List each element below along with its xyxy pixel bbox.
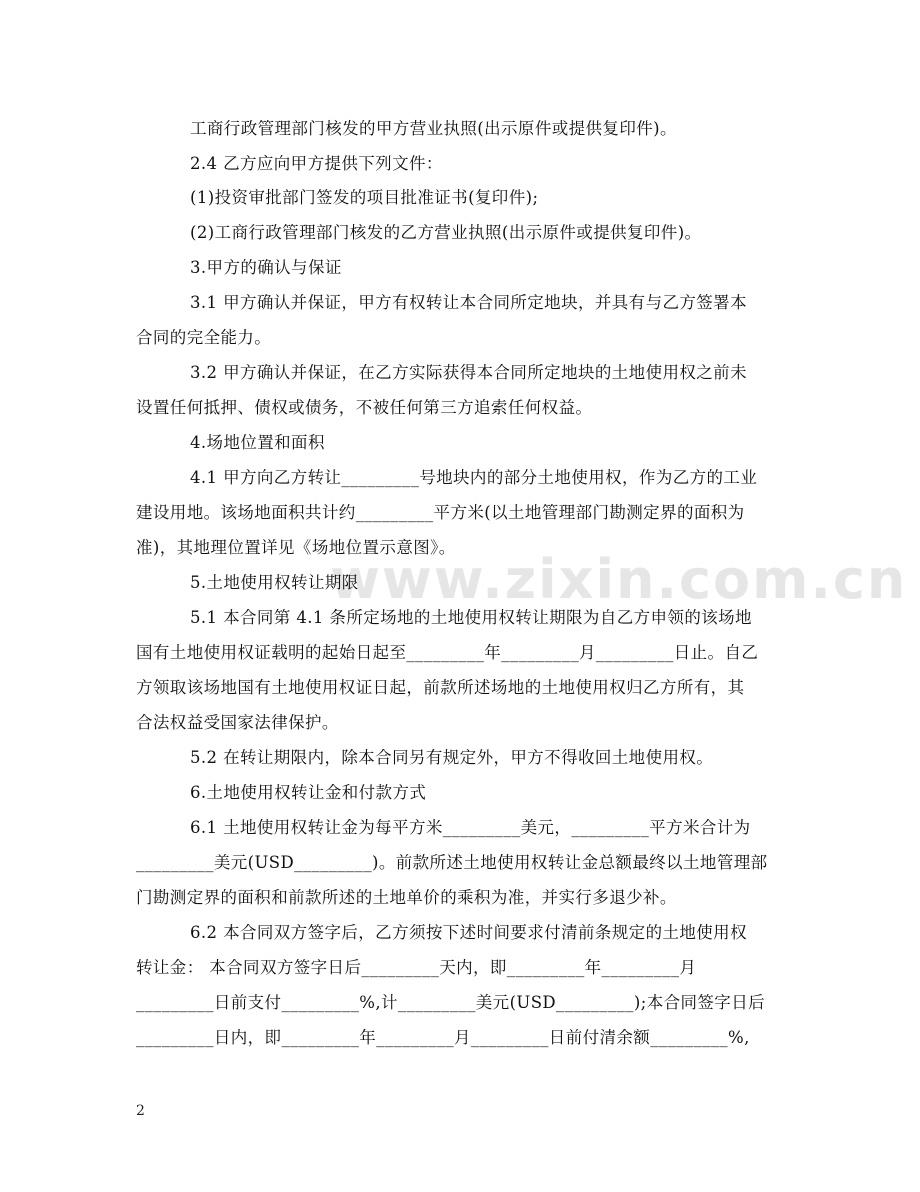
text-line: 2.4 乙方应向甲方提供下列文件：	[190, 154, 443, 173]
text-line: 转让金： 本合同双方签字日后_________天内，即_________年_________月	[136, 958, 697, 977]
text-line: 设置任何抵押、债权或债务，不被任何第三方追索任何权益。	[136, 398, 593, 417]
text-line: (2)工商行政管理部门核发的乙方营业执照(出示原件或提供复印件)。	[190, 223, 702, 242]
text-line: 6.2 本合同双方签字后，乙方须按下述时间要求付清前条规定的土地使用权	[190, 923, 747, 942]
text-line: 国有土地使用权证载明的起始日起至_________年_________月_________日止。自乙	[136, 643, 759, 662]
text-line: 5.2 在转让期限内，除本合同另有规定外，甲方不得收回土地使用权。	[190, 748, 714, 767]
text-line: 门勘测定界的面积和前款所述的土地单价的乘积为准，并实行多退少补。	[136, 888, 677, 907]
text-line: 工商行政管理部门核发的甲方营业执照(出示原件或提供复印件)。	[190, 119, 677, 138]
text-line: 5.土地使用权转让期限	[190, 573, 359, 592]
text-line: 合法权益受国家法律保护。	[136, 713, 339, 732]
text-line: 5.1 本合同第 4.1 条所定场地的土地使用权转让期限为自乙方申领的该场地	[190, 608, 752, 627]
text-line: 4.1 甲方向乙方转让_________号地块内的部分土地使用权，作为乙方的工业	[190, 468, 758, 487]
text-line: 6.1 土地使用权转让金为每平方米_________美元，_________平方米合计为	[190, 818, 751, 837]
text-line: 6.土地使用权转让金和付款方式	[190, 783, 427, 802]
text-line: 3.2 甲方确认并保证，在乙方实际获得本合同所定地块的土地使用权之前未	[190, 363, 747, 382]
page-number: 2	[136, 1103, 145, 1119]
text-line: (1)投资审批部门签发的项目批准证书(复印件);	[190, 188, 539, 207]
text-line: 3.甲方的确认与保证	[190, 258, 342, 277]
text-line: _________美元(USD_________)。前款所述土地使用权转让金总额最终以土地管理部	[136, 853, 768, 872]
text-line: 准)，其地理位置详见《场地位置示意图》。	[136, 538, 456, 557]
text-line: 合同的完全能力。	[136, 328, 272, 347]
text-line: 方领取该场地国有土地使用权证日起，前款所述场地的土地使用权归乙方所有，其	[136, 678, 745, 697]
text-line: _________日内，即_________年_________月_________日前付清余额_________%,	[136, 1028, 750, 1047]
text-line: 3.1 甲方确认并保证，甲方有权转让本合同所定地块，并具有与乙方签署本	[190, 293, 747, 312]
text-line: _________日前支付_________%,计_________美元(USD_________);本合同签字日后	[136, 993, 765, 1012]
text-line: 建设用地。该场地面积共计约_________平方米(以土地管理部门勘测定界的面积为	[136, 503, 745, 522]
watermark: www.zixin.com.cn	[330, 548, 908, 611]
text-line: 4.场地位置和面积	[190, 433, 325, 452]
